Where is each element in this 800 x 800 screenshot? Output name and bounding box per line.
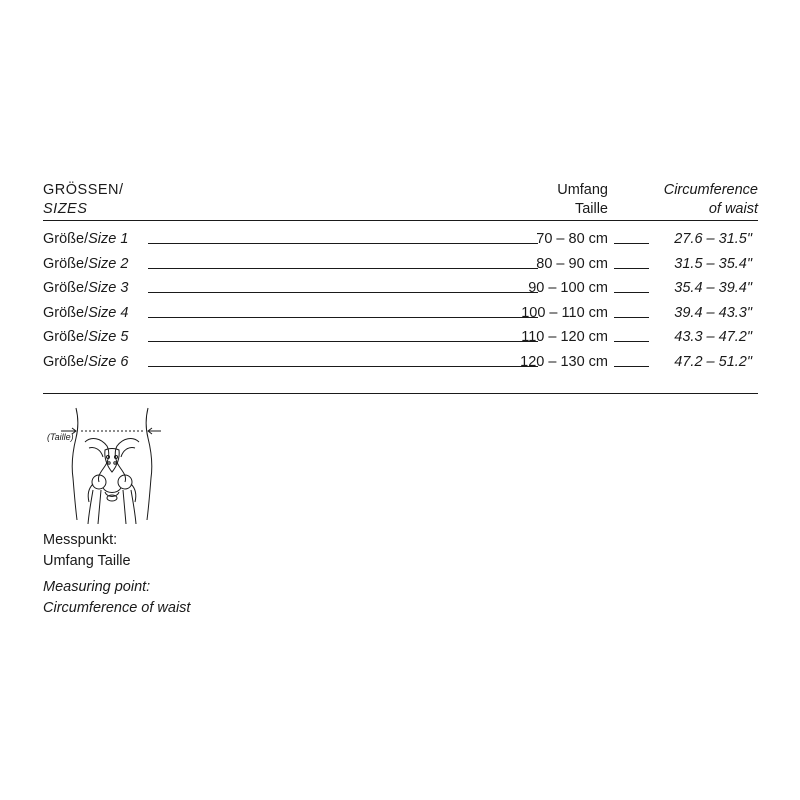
leader-line [614, 268, 649, 269]
size-label-de: Größe/ [43, 354, 89, 370]
size-label-de: Größe/ [43, 304, 89, 321]
size-cm-range: 80 – 90 cm [536, 255, 608, 272]
cm-column-heading [557, 181, 608, 219]
leader-line [148, 366, 538, 367]
size-label-en: Size 6 [88, 354, 129, 370]
size-inch-range: 27.6 – 31.5" [674, 231, 752, 247]
size-inch-range: 35.4 – 39.4" [674, 280, 752, 297]
size-label-de: Größe/ [43, 329, 89, 346]
sizes-heading [43, 181, 124, 219]
leader-line [148, 243, 538, 244]
measuring-point-de [43, 530, 131, 572]
sizes-heading-de: GRÖSSEN/ [43, 182, 124, 198]
cm-heading-line1: Umfang [557, 182, 608, 198]
size-label-en: Size 3 [88, 280, 129, 297]
size-inch-range: 47.2 – 51.2" [674, 354, 752, 370]
pelvis-illustration [43, 402, 168, 527]
size-label [43, 231, 128, 247]
size-inch-range: 39.4 – 43.3" [674, 304, 752, 321]
size-label-en: Size 5 [88, 329, 129, 346]
measuring-point-en [43, 577, 190, 619]
pelvis-waist-measurement-icon [43, 402, 168, 527]
size-cm-range: 120 – 130 cm [520, 354, 608, 370]
inch-heading-line1: Circumference [663, 182, 758, 198]
size-label [43, 329, 128, 345]
leader-line [614, 366, 649, 367]
size-row [43, 278, 758, 302]
size-label-en: Size 1 [88, 231, 129, 247]
sizes-heading-en: SIZES [43, 201, 88, 217]
size-row [43, 254, 758, 278]
header-rule [43, 220, 758, 221]
size-label-en: Size 4 [88, 304, 129, 321]
caption-de-line2: Umfang Taille [43, 553, 131, 569]
cm-heading-line2: Taille [574, 201, 608, 217]
leader-line [614, 317, 649, 318]
size-label [43, 305, 128, 321]
size-cm-range: 90 – 100 cm [528, 280, 608, 297]
size-label-de: Größe/ [43, 231, 89, 247]
size-row [43, 303, 758, 327]
leader-line [148, 317, 538, 318]
leader-line [148, 268, 538, 269]
leader-line [614, 243, 649, 244]
size-label-de: Größe/ [43, 255, 89, 272]
size-label [43, 280, 128, 296]
size-cm-range: 100 – 110 cm [521, 304, 608, 321]
size-label-de: Größe/ [43, 280, 89, 297]
caption-en-line1: Measuring point: [43, 579, 151, 595]
leader-line [614, 292, 649, 293]
size-cm-range: 110 – 120 cm [521, 329, 608, 346]
size-row [43, 229, 758, 253]
leader-line [148, 292, 538, 293]
size-cm-range: 70 – 80 cm [536, 231, 608, 247]
leader-line [148, 341, 538, 342]
leader-line [614, 341, 649, 342]
size-label-en: Size 2 [88, 255, 129, 272]
caption-en-line2: Circumference of waist [43, 600, 191, 616]
size-inch-range: 43.3 – 47.2" [674, 329, 752, 346]
size-label [43, 256, 128, 272]
inch-heading-line2: of waist [708, 201, 758, 217]
size-inch-range: 31.5 – 35.4" [674, 255, 752, 272]
caption-de-line1: Messpunkt: [43, 532, 118, 548]
footer-rule [43, 393, 758, 394]
size-row [43, 352, 758, 376]
size-label [43, 354, 128, 370]
size-row [43, 327, 758, 351]
waist-label: (Taille) [47, 432, 74, 442]
inch-column-heading [664, 181, 758, 219]
